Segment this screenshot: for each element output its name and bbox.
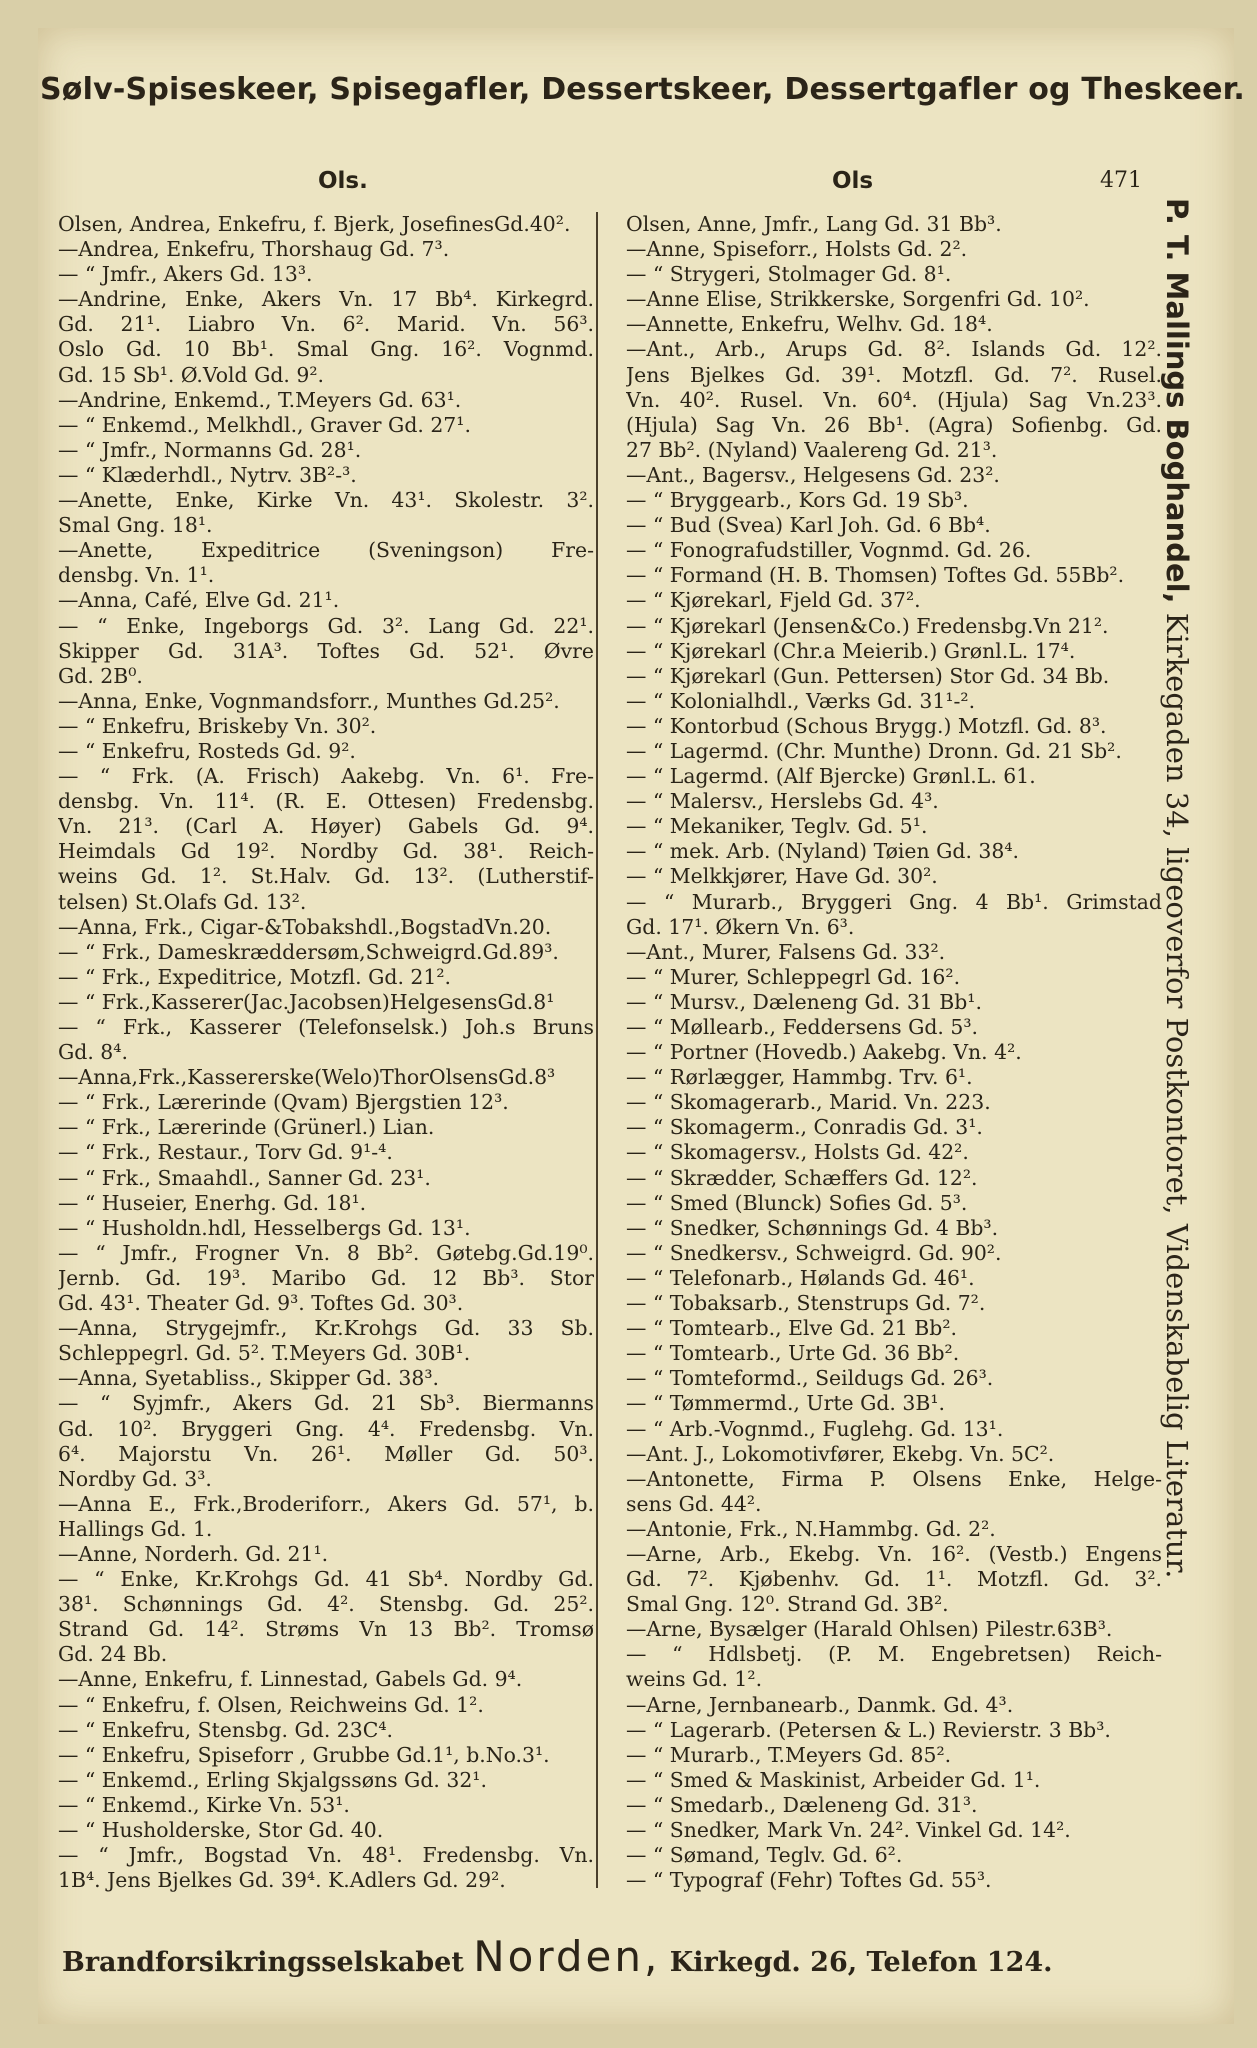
- entry-line: — “ Portner (Hovedb.) Aakebg. Vn. 4².: [626, 1040, 1022, 1065]
- entry-line: —Ant. J., Lokomotivfører, Ekebg. Vn. 5C².: [626, 1441, 1055, 1466]
- entry-line: — “ Syjmfr., Akers Gd. 21 Sb³. Biermanns: [58, 1391, 594, 1416]
- entry-line: — “ Melkkjører, Have Gd. 30².: [626, 864, 938, 889]
- entry-line: — “ Enkemd., Kirke Vn. 53¹.: [58, 1792, 350, 1817]
- entry-line: 27 Bb². (Nyland) Vaalereng Gd. 21³.: [626, 437, 998, 462]
- entry-line: Oslo Gd. 10 Bb¹. Smal Gng. 16². Vognmd.: [58, 337, 594, 362]
- entry-line: — “ Frk. (A. Frisch) Aakebg. Vn. 6¹. Fre-: [58, 764, 594, 789]
- top-advert: Sølv-Spiseskeer, Spisegafler, Dessertskeer, Dessertgafler og Theskeer.: [40, 72, 1245, 107]
- entry-line: — “ Bud (Svea) Karl Joh. Gd. 6 Bb⁴.: [626, 513, 991, 538]
- entry-line: — “ Skrædder, Schæffers Gd. 12².: [626, 1165, 978, 1190]
- entry-line: — “ Kjørekarl (Chr.a Meierib.) Grønl.L. 17⁴.: [626, 638, 1076, 663]
- entry-line: — “ Snedkersv., Schweigrd. Gd. 90².: [626, 1240, 1002, 1265]
- entry-line: — “ Enkemd., Melkhdl., Graver Gd. 27¹.: [58, 412, 471, 437]
- entry-line: — “ Kjørekarl, Fjeld Gd. 37².: [626, 588, 921, 613]
- entry-line: densbg. Vn. 1¹.: [58, 563, 215, 588]
- entry-line: —Andrine, Enkemd., T.Meyers Gd. 63¹.: [58, 387, 462, 412]
- entry-line: —Ant., Bagersv., Helgesens Gd. 23².: [626, 462, 1000, 487]
- entry-line: — “ Murer, Schleppegrl Gd. 16².: [626, 964, 961, 989]
- entry-line: Gd. 24 Bb.: [58, 1642, 168, 1667]
- entry-line: — “ Smed (Blunck) Sofies Gd. 5³.: [626, 1190, 968, 1215]
- entry-line: — “ Jmfr., Normanns Gd. 28¹.: [58, 437, 362, 462]
- right-column: [626, 212, 1162, 1892]
- entry-line: — “ Fonografudstiller, Vognmd. Gd. 26.: [626, 538, 1032, 563]
- entry-line: —Arne, Jernbanearb., Danmk. Gd. 4³.: [626, 1692, 1014, 1717]
- entry-line: 1B⁴. Jens Bjelkes Gd. 39⁴. K.Adlers Gd. 29².: [58, 1868, 506, 1893]
- column-divider: [596, 212, 598, 1888]
- entry-line: — “ Frk., Smaahdl., Sanner Gd. 23¹.: [58, 1165, 431, 1190]
- bottom-advert-company: Brandforsikringsselskabet: [62, 1947, 474, 1978]
- entry-line: — “ Kolonialhdl., Værks Gd. 31¹-².: [626, 688, 976, 713]
- entry-line: — “ Lagerarb. (Petersen & L.) Revierstr. 3 Bb³.: [626, 1717, 1111, 1742]
- entry-line: —Anne, Enkefru, f. Linnestad, Gabels Gd. 9⁴.: [58, 1667, 523, 1692]
- entry-line: — “ Huseier, Enerhg. Gd. 18¹.: [58, 1190, 367, 1215]
- entry-line: Jernb. Gd. 19³. Maribo Gd. 12 Bb³. Stor: [58, 1265, 594, 1290]
- entry-line: — “ Tobaksarb., Stenstrups Gd. 7².: [626, 1291, 986, 1316]
- entry-line: —Anette, Expeditrice (Sveningson) Fre-: [58, 538, 594, 563]
- entry-line: — “ Malersv., Herslebs Gd. 4³.: [626, 789, 939, 814]
- entry-line: — “ Mursv., Dæleneng Gd. 31 Bb¹.: [626, 989, 982, 1014]
- entry-line: Gd. 10². Bryggeri Gng. 4⁴. Fredensbg. Vn.: [58, 1416, 594, 1441]
- side-advert-text: Kirkegaden 34, ligeoverfor Postkontoret, Videnskabelig Literatur.: [1160, 603, 1194, 1579]
- entry-line: Olsen, Andrea, Enkefru, f. Bjerk, JosefinesGd.40².: [58, 212, 571, 236]
- side-advert: [1152, 198, 1202, 1888]
- entry-line: — “ Frk.,Kasserer(Jac.Jacobsen)HelgesensGd.8¹: [58, 989, 555, 1014]
- entry-line: —Ant., Murer, Falsens Gd. 33².: [626, 939, 946, 964]
- entry-line: Nordby Gd. 3³.: [58, 1466, 212, 1491]
- entry-line: (Hjula) Sag Vn. 26 Bb¹. (Agra) Sofienbg. Gd.: [626, 412, 1162, 437]
- page-number: 471: [1100, 168, 1142, 193]
- entry-line: — “ Jmfr., Akers Gd. 13³.: [58, 262, 313, 287]
- entry-line: —Anna, Syetabliss., Skipper Gd. 38³.: [58, 1366, 440, 1391]
- entry-line: — “ Typograf (Fehr) Toftes Gd. 55³.: [626, 1868, 992, 1893]
- entry-line: — “ Murarb., T.Meyers Gd. 85².: [626, 1742, 952, 1767]
- entry-line: — “ Enkefru, Rosteds Gd. 9².: [58, 738, 356, 763]
- entry-line: — “ Enke, Ingeborgs Gd. 3². Lang Gd. 22¹.: [58, 613, 594, 638]
- entry-line: — “ Lagermd. (Alf Bjercke) Grønl.L. 61.: [626, 764, 1036, 789]
- entry-line: — “ Enkefru, Stensbg. Gd. 23C⁴.: [58, 1717, 394, 1742]
- entry-line: Jens Bjelkes Gd. 39¹. Motzfl. Gd. 7². Rusel.: [626, 362, 1162, 387]
- entry-line: — “ Frk., Dameskræddersøm,Schweigrd.Gd.89³.: [58, 939, 559, 964]
- entry-line: — “ Enkemd., Erling Skjalgssøns Gd. 32¹.: [58, 1767, 487, 1792]
- entry-line: sens Gd. 44².: [626, 1491, 762, 1516]
- entry-line: Gd. 15 Sb¹. Ø.Vold Gd. 9².: [58, 362, 325, 387]
- entry-line: densbg. Vn. 11⁴. (R. E. Ottesen) Fredensbg.: [58, 789, 594, 814]
- entry-line: — “ Sømand, Teglv. Gd. 6².: [626, 1843, 903, 1868]
- entry-line: — “ Skomagersv., Holsts Gd. 42².: [626, 1140, 969, 1165]
- entry-line: — “ Skomagerarb., Marid. Vn. 223.: [626, 1090, 991, 1115]
- entry-line: — “ Telefonarb., Hølands Gd. 46¹.: [626, 1265, 975, 1290]
- entry-line: — “ Snedker, Mark Vn. 24². Vinkel Gd. 14².: [626, 1818, 1071, 1842]
- entry-line: Hallings Gd. 1.: [58, 1516, 213, 1541]
- entry-line: — “ Lagermd. (Chr. Munthe) Dronn. Gd. 21 Sb².: [626, 738, 1122, 763]
- entry-line: —Annette, Enkefru, Welhv. Gd. 18⁴.: [626, 312, 993, 337]
- entry-line: — “ Enkefru, Briskeby Vn. 30².: [58, 713, 377, 738]
- entry-line: Olsen, Anne, Jmfr., Lang Gd. 31 Bb³.: [626, 212, 1002, 236]
- left-column: [58, 212, 594, 1892]
- entry-line: Gd. 2B⁰.: [58, 663, 143, 688]
- entry-line: —Andrea, Enkefru, Thorshaug Gd. 7³.: [58, 237, 450, 262]
- entry-line: — “ Frk., Expeditrice, Motzfl. Gd. 21².: [58, 964, 452, 989]
- entry-line: — “ Tomteformd., Seildugs Gd. 26³.: [626, 1366, 994, 1391]
- entry-line: —Anne Elise, Strikkerske, Sorgenfri Gd. 10².: [626, 287, 1090, 312]
- entry-line: —Arne, Arb., Ekebg. Vn. 16². (Vestb.) Engens: [626, 1541, 1162, 1566]
- entry-line: —Antonette, Firma P. Olsens Enke, Helge-: [626, 1466, 1162, 1491]
- entry-line: —Ant., Arb., Arups Gd. 8². Islands Gd. 12².: [626, 337, 1162, 362]
- right-running-head: Ols: [832, 168, 874, 194]
- entry-line: — “ Frk., Lærerinde (Qvam) Bjergstien 12³.: [58, 1090, 509, 1115]
- entry-line: Vn. 40². Rusel. Vn. 60⁴. (Hjula) Sag Vn.23³.: [626, 387, 1162, 412]
- entry-line: Gd. 21¹. Liabro Vn. 6². Marid. Vn. 56³.: [58, 312, 594, 337]
- entry-line: — “ Strygeri, Stolmager Gd. 8¹.: [626, 262, 952, 287]
- entry-line: — “ Tomtearb., Elve Gd. 21 Bb².: [626, 1316, 957, 1341]
- entry-line: — “ Frk., Kasserer (Telefonselsk.) Joh.s Bruns: [58, 1015, 594, 1039]
- entry-line: —Andrine, Enke, Akers Vn. 17 Bb⁴. Kirkegrd.: [58, 287, 594, 312]
- entry-line: — “ Smedarb., Dæleneng Gd. 31³.: [626, 1792, 978, 1817]
- bottom-advert-brand: Norden,: [473, 1932, 661, 1981]
- entry-line: —Anna, Enke, Vognmandsforr., Munthes Gd.25².: [58, 688, 560, 713]
- entry-line: — “ Kjørekarl (Gun. Pettersen) Stor Gd. 34 Bb.: [626, 663, 1110, 688]
- entry-line: — “ Smed & Maskinist, Arbeider Gd. 1¹.: [626, 1767, 1041, 1792]
- entry-line: 6⁴. Majorstu Vn. 26¹. Møller Gd. 50³.: [58, 1441, 594, 1466]
- entry-line: — “ Enkefru, Spiseforr , Grubbe Gd.1¹, b.No.3¹.: [58, 1742, 550, 1767]
- entry-line: — “ Kjørekarl (Jensen&Co.) Fredensbg.Vn 21².: [626, 613, 1109, 638]
- entry-line: — “ Jmfr., Frogner Vn. 8 Bb². Gøtebg.Gd.19⁰.: [58, 1240, 594, 1265]
- entry-line: — “ Jmfr., Bogstad Vn. 48¹. Fredensbg. Vn.: [58, 1843, 594, 1868]
- entry-line: — “ Arb.-Vognmd., Fuglehg. Gd. 13¹.: [626, 1416, 1004, 1441]
- entry-line: —Anna, Frk., Cigar-&Tobakshdl.,BogstadVn.20.: [58, 914, 552, 939]
- entry-line: weins Gd. 1². St.Halv. Gd. 13². (Lutherstif-: [58, 864, 594, 889]
- entry-line: Smal Gng. 18¹.: [58, 513, 213, 538]
- entry-line: — “ Klæderhdl., Nytrv. 3B²-³.: [58, 462, 357, 487]
- entry-line: — “ Snedker, Schønnings Gd. 4 Bb³.: [626, 1215, 999, 1240]
- entry-line: Strand Gd. 14². Strøms Vn 13 Bb². Tromsø: [58, 1617, 594, 1642]
- entry-line: —Anna,Frk.,Kassererske(Welo)ThorOlsensGd.8³: [58, 1065, 556, 1090]
- entry-line: —Arne, Bysælger (Harald Ohlsen) Pilestr.63B³.: [626, 1617, 1113, 1642]
- entry-line: Gd. 8⁴.: [58, 1040, 128, 1065]
- entry-line: — “ Husholderske, Stor Gd. 40.: [58, 1818, 384, 1842]
- entry-line: — “ Møllearb., Feddersens Gd. 5³.: [626, 1015, 979, 1039]
- entry-line: — “ Formand (H. B. Thomsen) Toftes Gd. 55Bb².: [626, 563, 1125, 588]
- entry-line: Gd. 43¹. Theater Gd. 9³. Toftes Gd. 30³.: [58, 1291, 464, 1316]
- entry-line: — “ Murarb., Bryggeri Gng. 4 Bb¹. Grimstad: [626, 889, 1162, 914]
- entry-line: — “ Enkefru, f. Olsen, Reichweins Gd. 1².: [58, 1692, 484, 1717]
- entry-line: — “ Bryggearb., Kors Gd. 19 Sb³.: [626, 488, 969, 513]
- left-running-head: Ols.: [318, 168, 368, 194]
- entry-line: — “ Mekaniker, Teglv. Gd. 5¹.: [626, 814, 928, 839]
- entry-line: —Antonie, Frk., N.Hammbg. Gd. 2².: [626, 1516, 996, 1541]
- entry-line: — “ Tomtearb., Urte Gd. 36 Bb².: [626, 1341, 960, 1366]
- entry-line: — “ Rørlægger, Hammbg. Trv. 6¹.: [626, 1065, 973, 1090]
- entry-line: — “ Hdlsbetj. (P. M. Engebretsen) Reich-: [626, 1642, 1162, 1667]
- bottom-advert: [62, 1932, 1142, 1981]
- bottom-advert-address: Kirkegd. 26, Telefon 124.: [660, 1947, 1053, 1978]
- entry-line: — “ Tømmermd., Urte Gd. 3B¹.: [626, 1391, 945, 1416]
- entry-line: —Anna, Café, Elve Gd. 21¹.: [58, 588, 340, 613]
- entry-line: — “ Skomagerm., Conradis Gd. 3¹.: [626, 1115, 983, 1140]
- entry-line: telsen) St.Olafs Gd. 13².: [58, 889, 307, 914]
- entry-line: — “ mek. Arb. (Nyland) Tøien Gd. 38⁴.: [626, 839, 1020, 864]
- entry-line: —Anne, Norderh. Gd. 21¹.: [58, 1541, 329, 1566]
- entry-line: —Anette, Enke, Kirke Vn. 43¹. Skolestr. 3².: [58, 488, 594, 513]
- entry-line: — “ Frk., Lærerinde (Grünerl.) Lian.: [58, 1115, 435, 1140]
- entry-line: Gd. 7². Kjøbenhv. Gd. 1¹. Motzfl. Gd. 3².: [626, 1567, 1162, 1592]
- entry-line: — “ Frk., Restaur., Torv Gd. 9¹-⁴.: [58, 1140, 393, 1165]
- entry-line: Schleppegrl. Gd. 5². T.Meyers Gd. 30B¹.: [58, 1341, 471, 1366]
- entry-line: Gd. 17¹. Økern Vn. 6³.: [626, 914, 855, 939]
- entry-line: — “ Husholdn.hdl, Hesselbergs Gd. 13¹.: [58, 1215, 471, 1240]
- entry-line: —Anne, Spiseforr., Holsts Gd. 2².: [626, 237, 968, 262]
- entry-line: Vn. 21³. (Carl A. Høyer) Gabels Gd. 9⁴.: [58, 814, 594, 839]
- entry-line: —Anna E., Frk.,Broderiforr., Akers Gd. 57¹, b.: [58, 1491, 594, 1516]
- entry-line: 38¹. Schønnings Gd. 4². Stensbg. Gd. 25².: [58, 1592, 594, 1617]
- entry-line: — “ Kontorbud (Schous Brygg.) Motzfl. Gd. 8³.: [626, 713, 1107, 738]
- entry-line: Smal Gng. 12⁰. Strand Gd. 3B².: [626, 1592, 949, 1617]
- entry-line: Heimdals Gd 19². Nordby Gd. 38¹. Reich-: [58, 839, 594, 864]
- entry-line: —Anna, Strygejmfr., Kr.Krohgs Gd. 33 Sb.: [58, 1316, 594, 1341]
- entry-line: Skipper Gd. 31A³. Toftes Gd. 52¹. Øvre: [58, 638, 594, 663]
- side-advert-publisher: P. T. Mallings Boghandel,: [1160, 198, 1194, 604]
- entry-line: — “ Enke, Kr.Krohgs Gd. 41 Sb⁴. Nordby Gd.: [58, 1567, 594, 1592]
- entry-line: weins Gd. 1².: [626, 1667, 763, 1692]
